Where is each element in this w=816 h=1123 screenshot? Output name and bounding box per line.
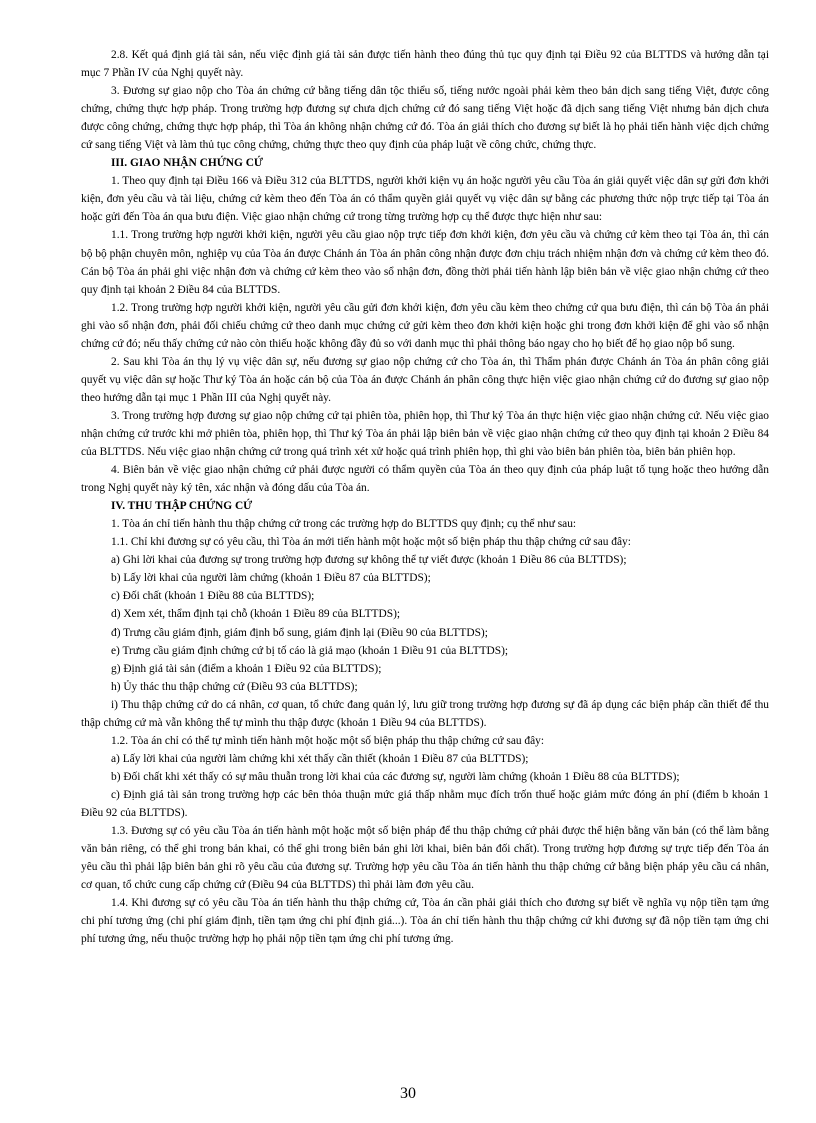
paragraph: 1. Tòa án chỉ tiến hành thu thập chứng cứ trong các trường hợp do BLTTDS quy định; cụ thể như sau:	[111, 518, 577, 531]
paragraph: 2.8. Kết quả định giá tài sản, nếu việc định giá tài sản được tiến hành theo đúng thủ tục quy định tại Điều 92 của BLTTDS và hướng dẫn tại mục 7 Phần IV của Nghị quyết này.	[81, 49, 769, 80]
paragraph: 3. Trong trường hợp đương sự giao nộp chứng cứ tại phiên tòa, phiên họp, thì Thư ký Tòa án thực hiện việc giao nhận chứng cứ. Nếu việc giao nhận chứng cứ trước khi mở phiên tòa, phiên họp, thì Thư ký Tòa án phải lập biên bản về việc giao nhận chứng cứ theo quy định tại khoản 2 Điều 84 của BLTTDS. Nếu việc giao nhận chứng cứ trong quá trình xét xử hoặc quá trình phiên họp, thì ghi vào biên bản phiên tòa, biên bản phiên họp.	[81, 409, 769, 459]
list-item: i) Thu thập chứng cứ do cá nhân, cơ quan, tổ chức đang quản lý, lưu giữ trong trường hợp đương sự đã áp dụng các biện pháp cần thiết để thu thập chứng cứ mà vẫn không thể tự mình thu thập được (khoản 1 Điều 94 của BLTTDS).	[81, 698, 769, 729]
list-item: b) Lấy lời khai của người làm chứng (khoản 1 Điều 87 của BLTTDS);	[111, 572, 431, 585]
list-item: g) Định giá tài sản (điểm a khoản 1 Điều 92 của BLTTDS);	[111, 662, 382, 675]
paragraph: 1.2. Tòa án chỉ có thể tự mình tiến hành một hoặc một số biện pháp thu thập chứng cứ sau đây:	[111, 734, 545, 747]
list-item: c) Định giá tài sản trong trường hợp các bên thỏa thuận mức giá thấp nhằm mục đích trốn thuế hoặc giảm mức đóng án phí (điểm b khoản 1 Điều 92 của BLTTDS).	[81, 788, 769, 819]
list-item: b) Đối chất khi xét thấy có sự mâu thuẫn trong lời khai của các đương sự, người làm chứng (khoản 1 Điều 88 của BLTTDS);	[111, 770, 680, 783]
list-item: d) Xem xét, thẩm định tại chỗ (khoản 1 Điều 89 của BLTTDS);	[111, 608, 401, 621]
paragraph: 1.1. Trong trường hợp người khởi kiện, người yêu cầu giao nộp trực tiếp đơn khởi kiện, đơn yêu cầu và chứng cứ kèm theo tại Tòa án, thì cán bộ bộ phận chuyên môn, nghiệp vụ của Tòa án được Chánh án Tòa án phân công nhận được đơn chịu trách nhiệm nhận đơn và chứng cứ kèm theo đó. Cán bộ Tòa án phải ghi việc nhận đơn và chứng cứ kèm theo vào sổ nhận đơn, đồng thời phải tiến hành lập biên bản về việc giao nhận chứng cứ theo quy định tại khoản 2 Điều 84 của BLTTDS.	[81, 229, 769, 296]
section-heading: III. GIAO NHẬN CHỨNG CỨ	[111, 157, 263, 170]
paragraph: 2. Sau khi Tòa án thụ lý vụ việc dân sự, nếu đương sự giao nộp chứng cứ cho Tòa án, thì Thẩm phán được Chánh án Tòa án phân công giải quyết vụ việc dân sự hoặc Thư ký Tòa án hoặc cán bộ của Tòa án được Chánh án phân công thực hiện việc giao nhận chứng cứ do đương sự giao nộp theo hướng dẫn tại mục 1 Phần III của Nghị quyết này.	[81, 355, 769, 404]
paragraph: 1.3. Đương sự có yêu cầu Tòa án tiến hành một hoặc một số biện pháp để thu thập chứng cứ phải được thể hiện bằng văn bản (có thể làm bằng văn bản riêng, có thể ghi trong bản khai, có thể ghi trong biên bản ghi lời khai, biên bản đối chất). Trong trường hợp đương sự trực tiếp đến Tòa án yêu cầu thì phải lập biên bản ghi rõ yêu cầu của đương sự. Trường hợp yêu cầu Tòa án tiến hành thu thập chứng cứ bằng biện pháp yêu cầu cá nhân, cơ quan, tổ chức cung cấp chứng cứ (Điều 94 của BLTTDS) thì phải làm đơn yêu cầu.	[81, 825, 769, 892]
list-item: e) Trưng cầu giám định chứng cứ bị tố cáo là giả mạo (khoản 1 Điều 91 của BLTTDS);	[111, 644, 509, 657]
paragraph: 1.1. Chỉ khi đương sự có yêu cầu, thì Tòa án mới tiến hành một hoặc một số biện pháp thu thập chứng cứ sau đây:	[111, 536, 631, 549]
paragraph: 1.2. Trong trường hợp người khởi kiện, người yêu cầu gửi đơn khởi kiện, đơn yêu cầu kèm theo chứng cứ qua bưu điện, thì cán bộ Tòa án phải ghi vào sổ nhận đơn, phải đối chiếu chứng cứ theo danh mục chứng cứ gửi kèm theo đơn khởi kiện hoặc ghi trong đơn khởi kiện để ghi vào sổ nhận chứng cứ đó; nếu thấy chứng cứ nào còn thiếu hoặc không đầy đủ so với danh mục thì phải thông báo ngay cho họ biết để họ giao nộp bổ sung.	[81, 301, 769, 350]
document-body	[81, 46, 769, 948]
list-item: đ) Trưng cầu giám định, giám định bổ sung, giám định lại (Điều 90 của BLTTDS);	[111, 626, 488, 639]
paragraph: 3. Đương sự giao nộp cho Tòa án chứng cứ bằng tiếng dân tộc thiểu số, tiếng nước ngoài phải kèm theo bản dịch sang tiếng Việt, được công chứng, chứng thực hợp pháp. Trong trường hợp đương sự chưa dịch chứng cứ đó sang tiếng Việt hoặc đã dịch sang tiếng Việt nhưng bản dịch chưa được công chứng, chứng thực hợp pháp, thì Tòa án không nhận chứng cứ đó. Tòa án giải thích cho đương sự biết là họ phải tiến hành việc dịch chứng cứ sang tiếng Việt và làm thủ tục công chứng, chứng thực theo quy định của pháp luật về công chức, chứng thực.	[81, 85, 769, 152]
section-heading: IV. THU THẬP CHỨNG CỨ	[111, 500, 253, 513]
paragraph: 4. Biên bản về việc giao nhận chứng cứ phải được người có thẩm quyền của Tòa án theo quy định của pháp luật tố tụng hoặc theo hướng dẫn trong Nghị quyết này ký tên, xác nhận và đóng dấu của Tòa án.	[81, 464, 769, 495]
paragraph: 1.4. Khi đương sự có yêu cầu Tòa án tiến hành thu thập chứng cứ, Tòa án cần phải giải thích cho đương sự biết về nghĩa vụ nộp tiền tạm ứng chi phí tương ứng (chi phí giám định, tiền tạm ứng chi phí định giá...). Tòa án chỉ tiến hành thu thập chứng cứ khi đương sự đã nộp tiền tạm ứng chi phí tương ứng, nếu thuộc trường hợp họ phải nộp tiền tạm ứng chi phí tương ứng.	[81, 897, 769, 946]
list-item: a) Ghi lời khai của đương sự trong trường hợp đương sự không thể tự viết được (khoản 1 Điều 86 của BLTTDS);	[111, 554, 627, 567]
paragraph: 1. Theo quy định tại Điều 166 và Điều 312 của BLTTDS, người khởi kiện vụ án hoặc người yêu cầu Tòa án giải quyết việc dân sự gửi đơn khởi kiện, đơn yêu cầu và tài liệu, chứng cứ kèm theo đến Tòa án có thẩm quyền giải quyết vụ việc dân sự bằng các phương thức nộp trực tiếp tại Tòa án hoặc gửi đến Tòa án qua bưu điện. Việc giao nhận chứng cứ trong từng trường hợp cụ thể được thực hiện như sau:	[81, 175, 769, 224]
list-item: c) Đối chất (khoản 1 Điều 88 của BLTTDS);	[111, 590, 315, 603]
list-item: a) Lấy lời khai của người làm chứng khi xét thấy cần thiết (khoản 1 Điều 87 của BLTTDS);	[111, 752, 529, 765]
page-number: 30	[400, 1085, 416, 1102]
list-item: h) Ủy thác thu thập chứng cứ (Điều 93 của BLTTDS);	[111, 680, 358, 693]
